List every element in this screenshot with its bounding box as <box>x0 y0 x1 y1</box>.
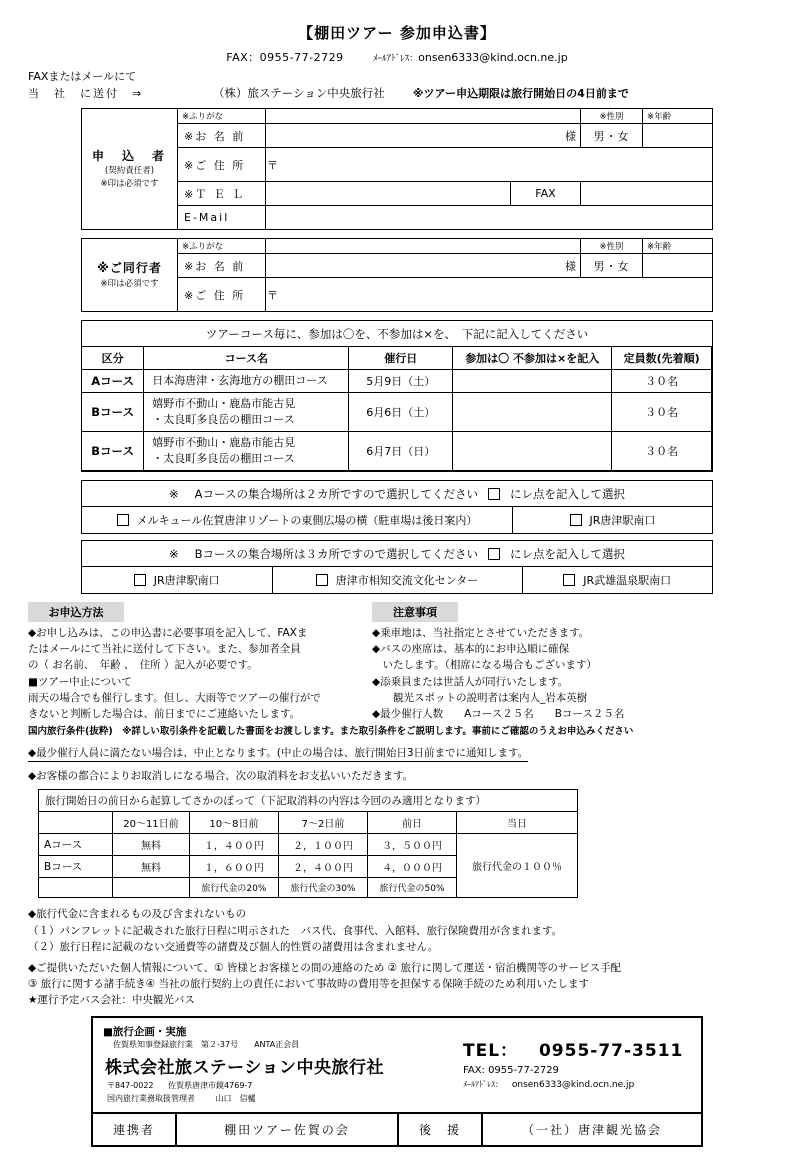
checkbox-icon[interactable] <box>134 574 146 586</box>
howto-body <box>28 625 358 723</box>
meeting-a-check-note: にレ点を記入して選択 <box>509 486 625 501</box>
cancel-pct-3: 旅行代金の30% <box>278 878 367 898</box>
company-license: 佐賀県知事登録旅行業 第２-37号 ANTA正会員 <box>113 1040 300 1050</box>
meeting-a-star: ※ <box>169 486 179 501</box>
table-row <box>82 431 712 470</box>
conditions-line-1: 国内旅行条件(抜粋) ※詳しい取引条件を記載した書面をお渡しします。また取引条件をご説明します。事前にご確認のうえお申込みください <box>28 726 634 738</box>
cancel-row-1-v1: １，６００円 <box>189 856 278 878</box>
cancel-row-0-label: Aコース <box>39 834 113 856</box>
included-line-4: ◆ご提供いただいた個人情報について、① 皆様とお客様との間の連絡のため ② 旅行に関して運送・宿泊機関等のサービス手配 <box>28 961 621 974</box>
company-name-header: （株）旅ステーション中央旅行社 <box>213 86 385 100</box>
cancel-fee-table <box>38 811 578 898</box>
company-name: 株式会社旅ステーション中央旅行社 <box>105 1058 384 1079</box>
companion-name-label: ※お 名 前 <box>178 254 266 278</box>
applicant-name-label: ※お 名 前 <box>178 124 266 148</box>
checkbox-icon[interactable] <box>488 548 500 560</box>
company-registrant-name: 山口 信櫨 <box>215 1094 256 1104</box>
company-tel-row <box>463 1036 691 1061</box>
companion-gender-value[interactable]: 男・女 <box>581 254 643 278</box>
meeting-b-title: Bコースの集合場所は３カ所ですので選択してください <box>194 546 478 561</box>
applicant-label-cell <box>82 109 178 230</box>
course-header-row <box>82 347 712 370</box>
companion-label-cell <box>82 239 178 312</box>
send-line-1: FAXまたはメールにて <box>28 70 137 83</box>
company-tel-label: TEL： <box>463 1041 519 1062</box>
table-row <box>82 393 712 432</box>
meeting-b-head <box>82 541 712 566</box>
applicant-email-input[interactable] <box>266 206 713 230</box>
cancel-today-value: 旅行代金の１００％ <box>457 834 578 898</box>
cancel-row-0-v0: 無料 <box>113 834 190 856</box>
table-row <box>39 834 578 856</box>
meeting-a-option-1-label: JR唐津駅南口 <box>589 513 656 527</box>
course-header-name: コース名 <box>144 347 349 370</box>
applicant-tel-label: ※Ｔ Ｅ Ｌ <box>178 182 266 206</box>
course-header-mark: 参加は〇 不参加は×を記入 <box>453 347 612 370</box>
company-zip: 〒847-0022 <box>107 1081 154 1091</box>
cancel-header-3: 7～2日前 <box>278 812 367 834</box>
howto-line-5: きないと判断した場合は、前日までにご連絡いたします。 <box>28 708 301 721</box>
course-row-0-name: 日本海唐津・玄海地方の棚田コース <box>144 370 349 393</box>
notes-column <box>372 602 766 723</box>
company-inner <box>103 1024 691 1104</box>
applicant-section <box>81 108 713 230</box>
meeting-a-option-1[interactable] <box>512 507 712 533</box>
applicant-gender-head: ※性別 <box>581 109 643 124</box>
course-row-0-kubun: Aコース <box>82 370 144 393</box>
applicant-label-sub2: ※印は必須です <box>100 178 159 189</box>
conditions-line-3: ◆お客様の都合によりお取消しになる場合、次の取消料をお支払いいただきます。 <box>28 770 414 783</box>
cancel-header-2: 10～8日前 <box>189 812 278 834</box>
course-row-1-mark[interactable] <box>453 393 612 432</box>
included-line-1: ◆旅行代金に含まれるもの及び含まれないもの <box>28 908 247 921</box>
howto-column <box>28 602 358 723</box>
course-row-0-capacity: ３０名 <box>612 370 712 393</box>
cancel-pct-4: 旅行代金の50% <box>368 878 457 898</box>
notes-line-2: いたします。（相席になる場合もございます） <box>372 659 597 672</box>
cancel-row-0-v3: ３，５００円 <box>368 834 457 856</box>
companion-furigana-input[interactable] <box>266 239 581 254</box>
course-note: ツアーコース毎に、参加は〇を、不参加は×を、 下記に記入してください <box>205 327 589 341</box>
deadline-note: ※ツアー申込期限は旅行開始日の4日前まで <box>412 87 629 100</box>
included-line-6: ★運行予定バス会社：中央観光バス <box>28 994 195 1007</box>
applicant-address-label: ※ご 住 所 <box>178 148 266 182</box>
howto-line-2: の（ お名前、 年齢 、 住所 ）記入が必要です。 <box>28 659 258 672</box>
companion-label-sub: ※印は必須です <box>100 278 159 289</box>
course-row-0-date: 5月9日（土） <box>349 370 453 393</box>
bottom-table <box>91 1114 703 1147</box>
meeting-a-head <box>82 481 712 506</box>
course-row-2-name: 嬉野市不動山・鹿島市能古見 ・太良町多良岳の棚田コース <box>144 431 349 470</box>
meeting-b-option-0-label: JR唐津駅南口 <box>153 573 220 587</box>
contact-line <box>28 49 766 65</box>
cancel-pct-label <box>39 878 113 898</box>
companion-address-label: ※ご 住 所 <box>178 278 266 312</box>
companion-furigana-label: ※ふりがな <box>178 239 266 254</box>
included-line-3: （２）旅行日程に記載のない交通費等の諸費及び個人的性質の諸費用は含まれません。 <box>28 941 439 954</box>
company-mail: onsen6333@kind.ocn.ne.jp <box>511 1080 635 1091</box>
course-table <box>82 346 712 471</box>
companion-label-title: ※ご同行者 <box>97 261 162 276</box>
course-row-2-mark[interactable] <box>453 431 612 470</box>
cancel-row-1-label: Bコース <box>39 856 113 878</box>
cancel-header-5: 当日 <box>457 812 578 834</box>
send-line-2: 当 社 に送付 ⇒ <box>28 86 144 100</box>
mail-label: ﾒｰﾙｱﾄﾞﾚｽ： <box>373 54 419 64</box>
checkbox-icon[interactable] <box>563 574 575 586</box>
cancel-pct-1 <box>113 878 190 898</box>
companion-section <box>81 238 713 312</box>
coop-value: 棚田ツアー佐賀の会 <box>176 1114 398 1146</box>
notes-line-5: ◆最少催行人数 Aコース２５名 Bコース２５名 <box>372 708 625 721</box>
meeting-b-check-note: にレ点を記入して選択 <box>509 546 625 561</box>
meeting-b-option-2[interactable] <box>522 567 713 593</box>
howto-line-3: ■ツアー中止について <box>28 675 132 688</box>
support-value: （一社）唐津観光協会 <box>482 1114 702 1146</box>
companion-address-input[interactable]: 〒 <box>266 278 713 312</box>
howto-heading: お申込方法 <box>28 602 124 622</box>
meeting-a-option-0-label: メルキュール佐賀唐津リゾートの東側広場の横（駐車場は後日案内） <box>136 513 478 527</box>
course-row-1-kubun: Bコース <box>82 393 144 432</box>
company-registrant-label: 国内旅行業務取扱管理者 <box>107 1094 195 1104</box>
meeting-a-options <box>82 506 712 533</box>
included-line-2: （１）パンフレットに記載された旅行日程に明示された バス代、食事代、入館料、旅行保険費用が含まれます。 <box>28 925 563 938</box>
applicant-age-head: ※年齢 <box>643 109 713 124</box>
course-row-2-kubun: Bコース <box>82 431 144 470</box>
notes-heading: 注意事項 <box>372 602 458 622</box>
checkbox-icon[interactable] <box>488 488 500 500</box>
cancel-fee-title: 旅行開始日の前日から起算してさかのぼって（下記取消料の内容は今回のみ適用となります） <box>38 789 578 811</box>
applicant-fax-input[interactable] <box>581 182 713 206</box>
meeting-b-option-1[interactable] <box>272 567 522 593</box>
howto-line-0: ◆お申し込みは、この申込書に必要事項を記入して、FAXま <box>28 626 308 639</box>
course-row-1-name: 嬉野市不動山・鹿島市能古見 ・太良町多良岳の棚田コース <box>144 393 349 432</box>
included-line-5: ③ 旅行に関する諸手続き④ 当社の旅行契約上の責任において事故時の費用等を担保する保険手続のため利用いたします <box>28 977 589 990</box>
cancel-row-1-v0: 無料 <box>113 856 190 878</box>
company-tel: 0955-77-3511 <box>538 1041 684 1062</box>
cancel-header-0 <box>39 812 113 834</box>
checkbox-icon[interactable] <box>117 514 129 526</box>
applicant-gender-value[interactable]: 男・女 <box>581 124 643 148</box>
applicant-label-sub1: (契約責任者) <box>104 166 155 177</box>
companion-gender-head: ※性別 <box>581 239 643 254</box>
company-left <box>103 1024 463 1104</box>
course-header-kubun: 区分 <box>82 347 144 370</box>
notes-line-4: 観光スポットの説明者は案内人_岩本英樹 <box>372 691 588 704</box>
company-fax: FAX: 0955-77-2729 <box>463 1065 559 1077</box>
course-row-1-date: 6月6日（土） <box>349 393 453 432</box>
meeting-b-options <box>82 566 712 593</box>
support-label: 後 援 <box>398 1114 482 1146</box>
course-header-date: 催行日 <box>349 347 453 370</box>
mail-address: onsen6333@kind.ocn.ne.jp <box>418 51 568 64</box>
cancel-row-1-v2: ２，４００円 <box>278 856 367 878</box>
howto-line-4: 雨天の場合でも催行します。但し、大雨等でツアーの催行がで <box>28 691 321 704</box>
applicant-address-input[interactable]: 〒 <box>266 148 713 182</box>
applicant-table <box>81 108 713 230</box>
applicant-name-input[interactable]: 様 <box>266 124 581 148</box>
cancel-header-row <box>39 812 578 834</box>
applicant-email-label: E-Mail <box>178 206 266 230</box>
cancel-row-0-v1: １，４００円 <box>189 834 278 856</box>
notes-line-3: ◆添乗員または世話人が同行いたします。 <box>372 675 569 688</box>
course-row-2-capacity: ３０名 <box>612 431 712 470</box>
table-row <box>92 1114 702 1146</box>
meeting-b-option-0[interactable] <box>82 567 272 593</box>
cancel-row-1-v3: ４，０００円 <box>368 856 457 878</box>
page-title: 【棚田ツアー 参加申込書】 <box>298 24 496 42</box>
applicant-label-title: 申 込 者 <box>91 148 167 163</box>
meeting-b-option-2-label: JR武雄温泉駅南口 <box>583 573 672 587</box>
company-mail-row <box>463 1079 691 1090</box>
notes-line-1: ◆バスの座席は、基本的にお申込順に確保 <box>372 643 570 656</box>
cancel-pct-2: 旅行代金の20% <box>189 878 278 898</box>
applicant-tel-input[interactable] <box>266 182 511 206</box>
companion-age-head: ※年齢 <box>643 239 713 254</box>
course-row-1-capacity: ３０名 <box>612 393 712 432</box>
company-registrant-row <box>107 1093 463 1104</box>
company-info-box <box>91 1016 703 1114</box>
applicant-age-input[interactable] <box>643 124 713 148</box>
coop-label: 連携者 <box>92 1114 176 1146</box>
meeting-place-b-section <box>81 540 713 594</box>
course-row-2-date: 6月7日（日） <box>349 431 453 470</box>
howto-line-1: たはメールにて当社に送付して下さい。また、参加者全員 <box>28 643 301 656</box>
cancel-header-4: 前日 <box>368 812 457 834</box>
table-row <box>82 370 712 393</box>
info-columns <box>28 602 766 723</box>
conditions-line-2-text: ◆最少催行人員に満たない場合は、中止となります。(中止の場合は、旅行開始日3日前までに通知します。 <box>28 745 528 763</box>
company-mail-label: ﾒｰﾙｱﾄﾞﾚｽ： <box>463 1080 503 1090</box>
notes-body <box>372 625 766 723</box>
fax-label: FAX： <box>226 51 260 64</box>
send-instruction-row <box>28 69 766 102</box>
cancel-row-0-v2: ２，１００円 <box>278 834 367 856</box>
cancel-header-1: 20～11日前 <box>113 812 190 834</box>
cancel-fee-section <box>38 789 578 898</box>
company-address-row <box>107 1080 463 1091</box>
meeting-a-title: Aコースの集合場所は２カ所ですので選択してください <box>194 486 478 501</box>
company-address: 佐賀県唐津市鏡4769-7 <box>168 1081 253 1091</box>
meeting-b-option-1-label: 唐津市相知交流文化センター <box>335 573 479 587</box>
conditions-line-2 <box>28 745 766 763</box>
course-row-0-mark[interactable] <box>453 370 612 393</box>
company-plan-label: ■旅行企画・実施 <box>103 1026 187 1039</box>
companion-age-input[interactable] <box>643 254 713 278</box>
send-instruction <box>28 69 213 102</box>
meeting-a-option-0[interactable] <box>82 507 512 533</box>
checkbox-icon[interactable] <box>570 514 582 526</box>
companion-table <box>81 238 713 312</box>
notes-line-0: ◆乗車地は、当社指定とさせていただきます。 <box>372 626 590 639</box>
course-section <box>81 320 713 472</box>
companion-name-input[interactable]: 様 <box>266 254 581 278</box>
meeting-b-star: ※ <box>169 546 179 561</box>
company-right <box>463 1024 691 1104</box>
checkbox-icon[interactable] <box>316 574 328 586</box>
fax-number: 0955-77-2729 <box>259 51 344 64</box>
applicant-furigana-input[interactable] <box>266 109 581 124</box>
meeting-place-a-section <box>81 480 713 534</box>
applicant-fax-label: FAX <box>511 182 581 206</box>
applicant-furigana-label: ※ふりがな <box>178 109 266 124</box>
course-header-capacity: 定員数(先着順) <box>612 347 712 370</box>
